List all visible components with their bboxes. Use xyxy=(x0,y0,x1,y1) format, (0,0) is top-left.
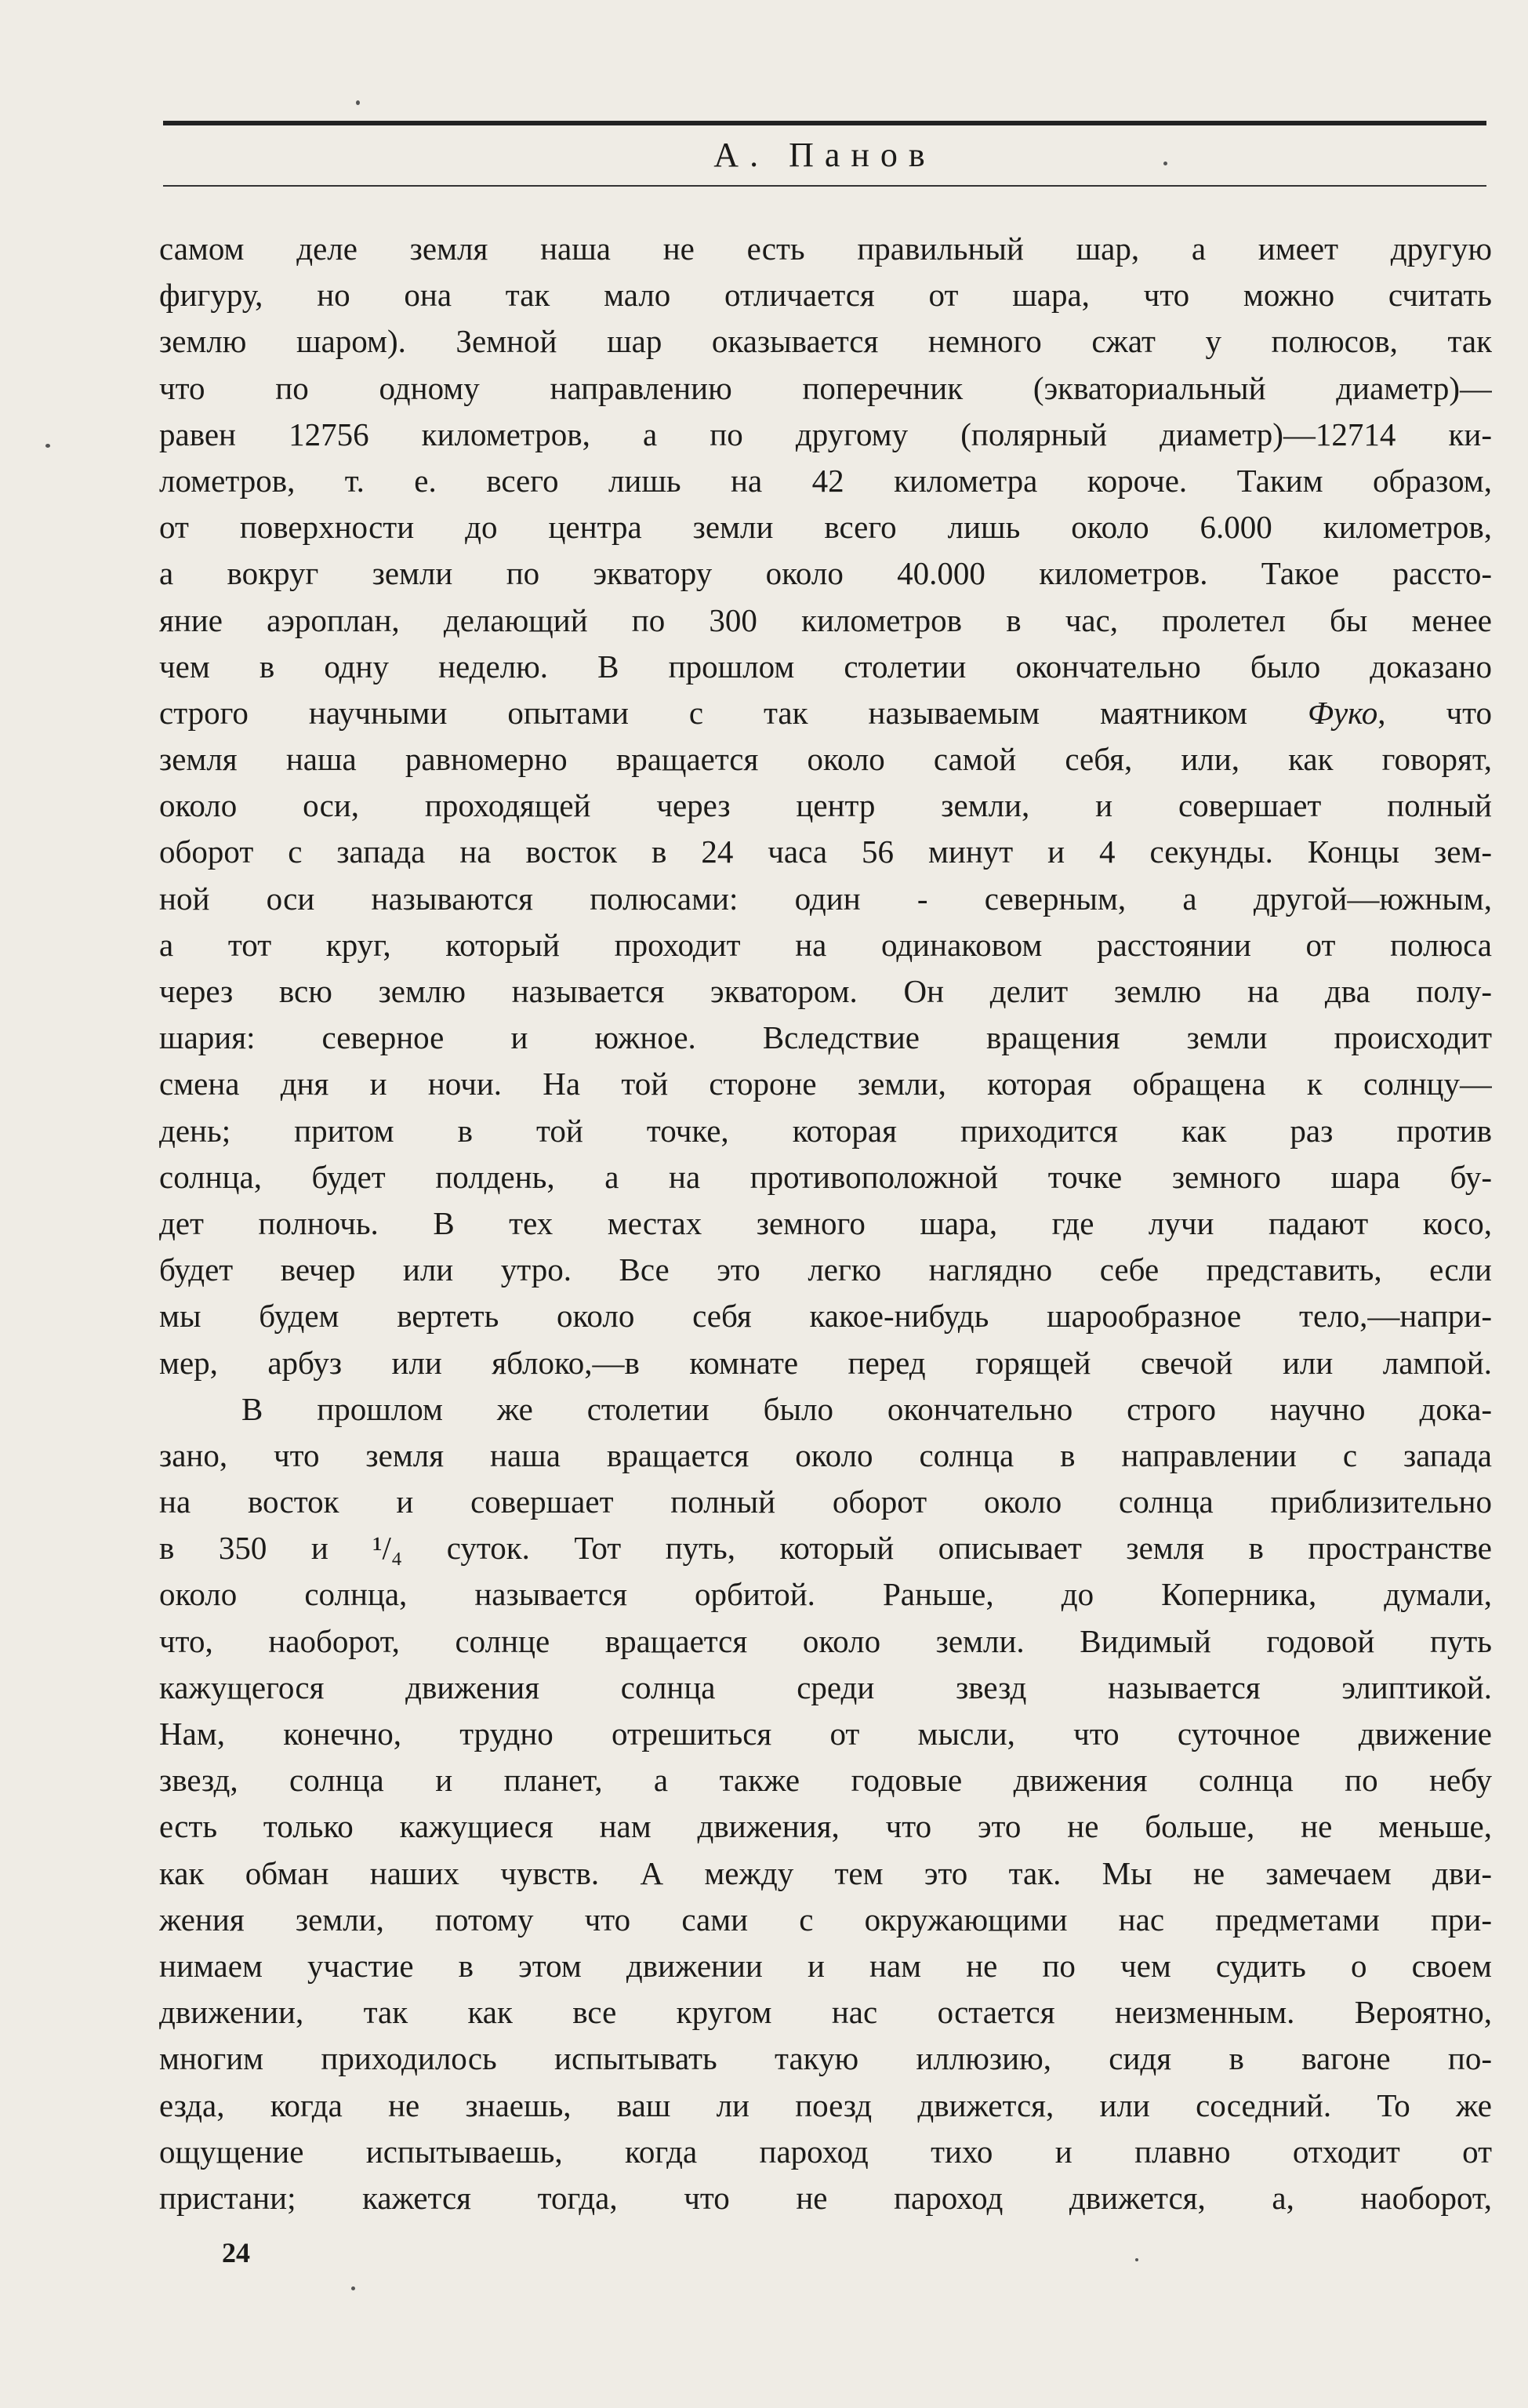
paragraph-2 xyxy=(159,1386,1492,2221)
header-rule-bottom xyxy=(163,185,1486,187)
text-line: будет вечер или утро. Все это легко наглядно себе представить, если xyxy=(159,1251,1492,1288)
text-line: чем в одну неделю. В прошлом столетии окончательно было доказано xyxy=(159,648,1492,685)
text-line: яние аэроплан, делающий по 300 километров в час, пролетел бы менее xyxy=(159,601,1492,638)
text-line: жения земли, потому что сами с окружающими нас предметами при- xyxy=(159,1901,1492,1938)
text-line: строго научными опытами с так называемым маятником Фуко, что xyxy=(159,694,1492,731)
text-line: В прошлом же столетии было окончательно строго научно дока- xyxy=(241,1390,1492,1427)
text-line: что по одному направлению поперечник (экваториальный диаметр)— xyxy=(159,369,1492,406)
running-head: А. Панов xyxy=(713,136,936,174)
text-line: лометров, т. е. всего лишь на 42 километра короче. Таким образом, xyxy=(159,462,1492,499)
scan-speck xyxy=(351,2286,355,2290)
body-text xyxy=(159,226,1492,2221)
scan-speck xyxy=(356,100,360,105)
text-line: движении, так как все кругом нас остается неизменным. Вероятно, xyxy=(159,1994,1492,2031)
scan-speck xyxy=(1135,2258,1138,2261)
text-line: многим приходилось испытывать такую иллюзию, сидя в вагоне по- xyxy=(159,2040,1492,2077)
text-line: через всю землю называется экватором. Он делит землю на два полу- xyxy=(159,973,1492,1009)
text-line: около оси, проходящей через центр земли, и совершает полный xyxy=(159,787,1492,824)
text-line: нимаем участие в этом движении и нам не по чем судить о своем xyxy=(159,1947,1492,1984)
text-line: солнца, будет полдень, а на противоположной точке земного шара бу- xyxy=(159,1158,1492,1195)
text-line: а вокруг земли по экватору около 40.000 километров. Такое рассто- xyxy=(159,555,1492,592)
text-line: мы будем вертеть около себя какое-нибудь шарообразное тело,—напри- xyxy=(159,1298,1492,1335)
text-line: самом деле земля наша не есть правильный шар, а имеет другую xyxy=(159,231,1492,267)
text-line: звезд, солнца и планет, а также годовые движения солнца по небу xyxy=(159,1762,1492,1799)
text-line: смена дня и ночи. На той стороне земли, которая обращена к солнцу— xyxy=(159,1066,1492,1102)
text-line: Нам, конечно, трудно отрешиться от мысли, что суточное движение xyxy=(159,1716,1492,1752)
text-line: а тот круг, который проходит на одинаковом расстоянии от полюса xyxy=(159,926,1492,963)
text-line: в 350 и ¹/₄ суток. Тот путь, который описывает земля в пространстве xyxy=(159,1530,1492,1567)
paragraph-1 xyxy=(159,226,1492,1386)
text-line: землю шаром). Земной шар оказывается немного сжат у полюсов, так xyxy=(159,323,1492,360)
text-line: кажущегося движения солнца среди звезд называется элиптикой. xyxy=(159,1669,1492,1705)
text-line: зано, что земля наша вращается около солнца в направлении с запада xyxy=(159,1436,1492,1473)
text-line: дет полночь. В тех местах земного шара, где лучи падают косо, xyxy=(159,1204,1492,1241)
text-line: шария: северное и южное. Вследствие вращения земли происходит xyxy=(159,1019,1492,1056)
emphasized-name: Фуко xyxy=(1307,694,1378,731)
text-line: мер, арбуз или яблоко,—в комнате перед горящей свечой или лампой. xyxy=(159,1344,1492,1381)
text-line: около солнца, называется орбитой. Раньше, до Коперника, думали, xyxy=(159,1576,1492,1613)
text-line: есть только кажущиеся нам движения, что это не больше, не меньше, xyxy=(159,1808,1492,1845)
scan-speck xyxy=(45,444,50,448)
text-line: земля наша равномерно вращается около самой себя, или, как говорят, xyxy=(159,741,1492,778)
text-line: от поверхности до центра земли всего лишь около 6.000 километров, xyxy=(159,509,1492,546)
text-line: оборот с запада на восток в 24 часа 56 минут и 4 секунды. Концы зем- xyxy=(159,834,1492,870)
text-line: равен 12756 километров, а по другому (полярный диаметр)—12714 ки- xyxy=(159,416,1492,452)
text-line: езда, когда не знаешь, ваш ли поезд движется, или соседний. То же xyxy=(159,2087,1492,2123)
text-line: как обман наших чувств. А между тем это так. Мы не замечаем дви- xyxy=(159,1854,1492,1891)
text-line: фигуру, но она так мало отличается от шара, что можно считать xyxy=(159,277,1492,314)
text-line: пристани; кажется тогда, что не пароход движется, а, наоборот, xyxy=(159,2179,1492,2216)
text-line: что, наоборот, солнце вращается около земли. Видимый годовой путь xyxy=(159,1622,1492,1659)
scan-speck xyxy=(1163,162,1167,165)
page-number: 24 xyxy=(222,2237,250,2268)
header-rule-top xyxy=(163,121,1486,125)
text-line: ной оси называются полюсами: один - северным, а другой—южным, xyxy=(159,880,1492,917)
text-line: на восток и совершает полный оборот около солнца приблизительно xyxy=(159,1484,1492,1520)
text-line: день; притом в той точке, которая приходится как раз против xyxy=(159,1112,1492,1149)
text-line: ощущение испытываешь, когда пароход тихо и плавно отходит от xyxy=(159,2133,1492,2170)
